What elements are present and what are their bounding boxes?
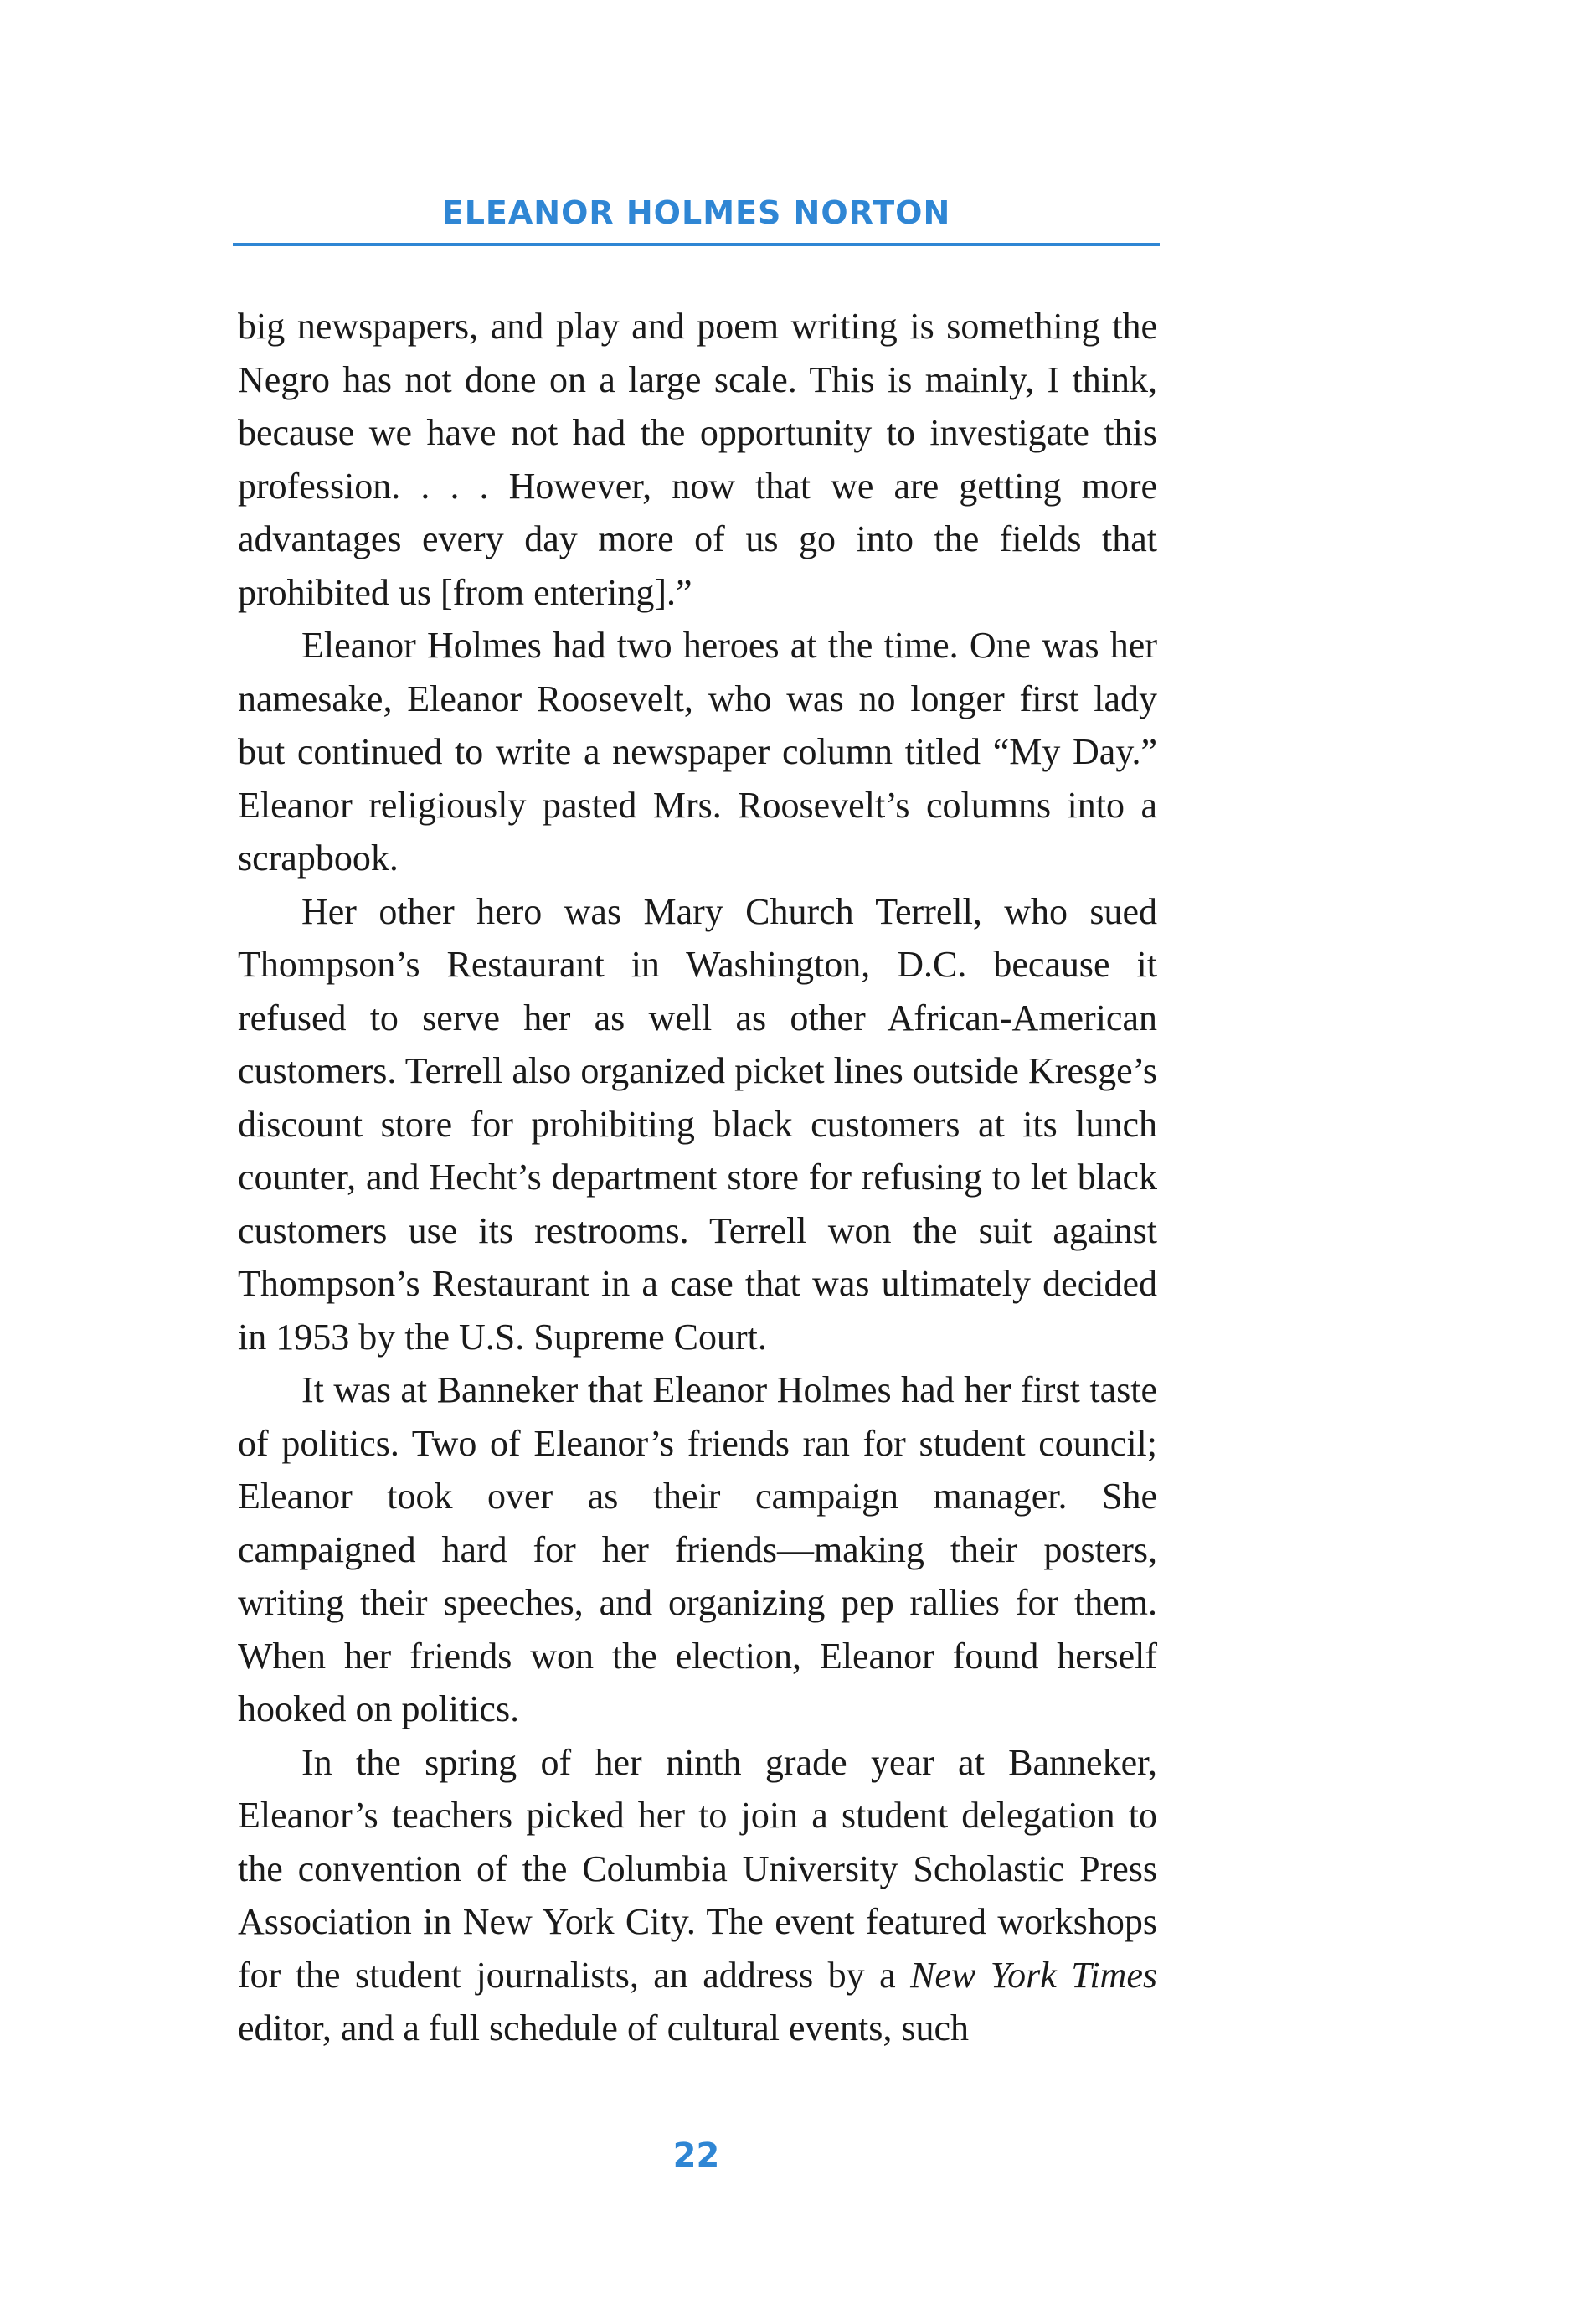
paragraph-3: Her other hero was Mary Church Terrell, who sued Thompson’s Restaurant in Washington, D.C. because it refused to serve her as well as other African-American customers. Terrell also organized picket lines outside Kresge’s discount store for prohibiting black customers at its lunch counter, and Hecht’s department store for refusing to let black customers use its restrooms. Terrell won the suit against Thompson’s Restaurant in a case that was ultimately decided in 1953 by the U.S. Supreme Court. xyxy=(238,890,1157,1358)
paragraph-2: Eleanor Holmes had two heroes at the time. One was her namesake, Eleanor Roosevelt, who was no longer first lady but continued to write a newspaper column titled “My Day.” Eleanor religiously pasted Mrs. Roosevelt’s columns into a scrapbook. xyxy=(238,625,1157,879)
paragraph-1: big newspapers, and play and poem writing is something the Negro has not done on a large scale. This is mainly, I think, because we have not had the opportunity to investigate this profession. . . . However, now that we are getting more advantages every day more of us go into the fields that prohibited us [from entering].” xyxy=(238,306,1157,613)
paragraph-4: It was at Banneker that Eleanor Holmes had her first taste of politics. Two of Eleanor’s friends ran for student council; Eleanor took over as their campaign manager. She campaigned hard for her friends—making their posters, writing their speeches, and organizing pep rallies for them. When her friends won the election, Eleanor found herself hooked on politics. xyxy=(238,1369,1157,1729)
running-head: ELEANOR HOLMES NORTON xyxy=(441,194,951,231)
header-rule xyxy=(233,243,1160,246)
paragraph-5-italic-title: New York Times xyxy=(910,1954,1157,1996)
paragraph-5 xyxy=(238,1736,1157,2055)
paragraph-5-text-before: In the spring of her ninth grade year at Banneker, Eleanor’s teachers picked her to join a student delegation to the convention of the Columbia University Scholastic Press Association in New York City. The event featured workshops for the student journalists, an address by a xyxy=(238,1741,1157,1996)
body-text xyxy=(238,300,1157,2055)
page-number: 22 xyxy=(672,2136,720,2175)
paragraph-5-text-after: editor, and a full schedule of cultural events, such xyxy=(238,2007,970,2048)
